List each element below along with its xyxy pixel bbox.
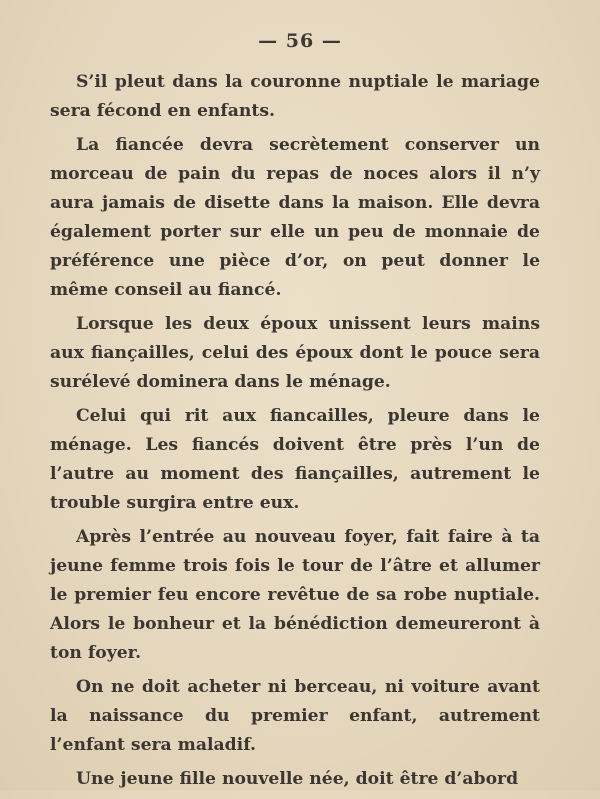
paragraph-thumb-dominance: Lorsque les deux époux unissent leurs mains aux fiançailles, celui des époux dont le pouce sera surélevé dominera dans le ménage.	[50, 314, 540, 392]
page-number: — 56 —	[258, 30, 342, 52]
body-text	[50, 68, 540, 799]
paragraph-new-home-hearth: Après l’entrée au nouveau foyer, fait faire à ta jeune femme trois fois le tour de l’âtre et allumer le premier feu encore revêtue de sa robe nuptiale. Alors le bonheur et la bénédiction demeureront à ton foyer.	[50, 527, 540, 663]
paragraph-wedding-bread: La fiancée devra secrètement conserver un morceau de pain du repas de noces alors il n’y aura jamais de disette dans la maison. Elle devra également porter sur elle un peu de monnaie de préférence une pièce d’or, on peut donner le même conseil au fiancé.	[50, 135, 540, 300]
paragraph-rain-crown: S’il pleut dans la couronne nuptiale le mariage sera fécond en enfants.	[50, 72, 540, 121]
paragraph-newborn-girl: Une jeune fille nouvelle née, doit être d’abord	[76, 769, 519, 789]
paragraph-laugh-engagement: Celui qui rit aux fiancailles, pleure dans le ménage. Les fiancés doivent être près l’un de l’autre au moment des fiançailles, autrement le trouble surgira entre eux.	[50, 406, 540, 513]
paragraph-cradle-purchase: On ne doit acheter ni berceau, ni voiture avant la naissance du premier enfant, autrement l’enfant sera maladif.	[50, 677, 540, 755]
